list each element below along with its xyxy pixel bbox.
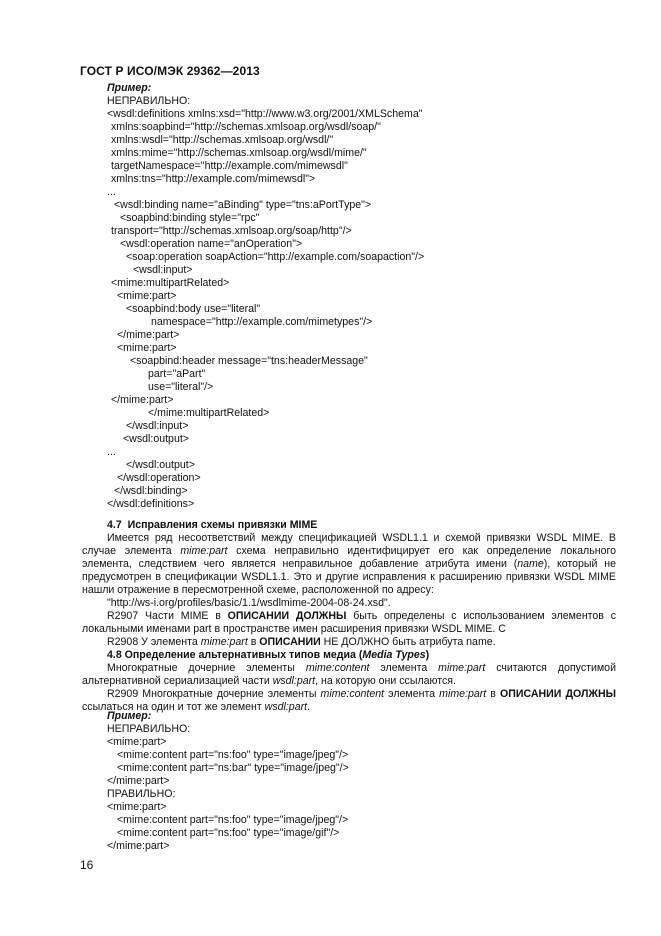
- example-label: Пример:: [107, 710, 152, 722]
- code-line: </wsdl:input>: [126, 420, 189, 432]
- code-line: <soapbind:binding style="rpc": [120, 212, 260, 224]
- page-number: 16: [80, 858, 94, 872]
- code-line: НЕПРАВИЛЬНО:: [107, 723, 191, 735]
- requirement-r2908: R2908 У элемента mime:part в ОПИСАНИИ НЕ ДОЛЖНО быть атрибута name.: [107, 636, 496, 648]
- paragraph-4-7: Имеется ряд несоответствий между спецификацией WSDL1.1 и схемой привязки WSDL MIME. В случае элемента mime:part схема неправильно идентифицирует его как определение локального элемента, следствием чего является неправильное добавление атрибута имени (name), который не предусмотрен в спецификации WSDL1.1. Это и другие исправления к расширению привязки WSDL MIME нашли отражение в пересмотренной схеме, расположенной по адресу:: [82, 532, 616, 596]
- code-line: <soapbind:header message="tns:headerMessage": [130, 355, 368, 367]
- code-line: <mime:content part="ns:foo" type="image/jpeg"/>: [117, 749, 349, 761]
- requirement-r2909: R2909 Многократные дочерние элементы mime:content элемента mime:part в ОПИСАНИИ ДОЛЖНЫ ссылаться на один и тот же элемент wsdl:part.: [82, 688, 617, 713]
- paragraph-4-8: Многократные дочерние элементы mime:content элемента mime:part считаются допустимой альтернативной сериализацией части wsdl:part, на которую они ссылаются.: [82, 662, 616, 687]
- code-line: <mime:part>: [107, 801, 167, 813]
- code-line: ПРАВИЛЬНО:: [107, 788, 176, 800]
- code-line: <mime:content part="ns:foo" type="image/jpeg"/>: [117, 814, 349, 826]
- code-line: use="literal"/>: [148, 381, 214, 393]
- code-line: <mime:part>: [117, 342, 177, 354]
- code-line: xmlns:tns="http://example.com/mimewsdl">: [111, 173, 316, 185]
- section-heading-4-8: 4.8 Определение альтернативных типов медиа (Media Types): [107, 649, 430, 661]
- code-line: <wsdl:operation name="anOperation">: [120, 238, 303, 250]
- code-line: </wsdl:binding>: [114, 485, 188, 497]
- example-label: Пример:: [107, 82, 152, 94]
- code-line: part="aPart": [148, 368, 206, 380]
- code-line: <wsdl:binding name="aBinding" type="tns:aPortType">: [114, 199, 372, 211]
- code-line: namespace="http://example.com/mimetypes"/>: [151, 316, 373, 328]
- code-line: НЕПРАВИЛЬНО:: [107, 95, 191, 107]
- code-line: </mime:part>: [117, 329, 180, 341]
- code-line: xmlns:soapbind="http://schemas.xmlsoap.org/wsdl/soap/": [111, 121, 381, 133]
- requirement-r2907: R2907 Части MIME в ОПИСАНИИ ДОЛЖНЫ быть определены с использованием элементов с локальными именами part в пространстве имен расширения привязки WSDL MIME. C: [82, 610, 617, 635]
- code-line: <mime:multipartRelated>: [111, 277, 230, 289]
- section-heading-4-7: 4.7 Исправления схемы привязки MIME: [107, 519, 318, 531]
- code-line: <soap:operation soapAction="http://example.com/soapaction"/>: [126, 251, 425, 263]
- code-line: ...: [107, 446, 116, 458]
- code-line: </mime:part>: [107, 775, 170, 787]
- code-line: </mime:multipartRelated>: [148, 407, 270, 419]
- code-line: xmlns:wsdl="http://schemas.xmlsoap.org/wsdl/": [111, 134, 334, 146]
- code-line: <mime:part>: [117, 290, 177, 302]
- code-line: <wsdl:output>: [123, 433, 189, 445]
- code-line: xmlns:mime="http://schemas.xmlsoap.org/wsdl/mime/": [111, 147, 367, 159]
- code-line: </wsdl:output>: [126, 459, 195, 471]
- code-line: targetNamespace="http://example.com/mimewsdl": [111, 160, 348, 172]
- code-line: <mime:content part="ns:bar" type="image/jpeg"/>: [117, 762, 349, 774]
- code-line: <wsdl:definitions xmlns:xsd="http://www.w3.org/2001/XMLSchema": [107, 108, 423, 120]
- code-line: </mime:part>: [107, 840, 170, 852]
- code-line: <mime:part>: [107, 736, 167, 748]
- document-header: ГОСТ Р ИСО/МЭК 29362—2013: [80, 64, 260, 78]
- schema-url: "http://ws-i.org/profiles/basic/1.1/wsdlmime-2004-08-24.xsd".: [107, 597, 391, 609]
- code-line: </mime:part>: [111, 394, 174, 406]
- code-line: ...: [107, 186, 116, 198]
- code-line: transport="http://schemas.xmlsoap.org/soap/http"/>: [111, 225, 352, 237]
- code-line: <mime:content part="ns:foo" type="image/gif"/>: [117, 827, 340, 839]
- code-line: </wsdl:operation>: [117, 472, 201, 484]
- code-line: <wsdl:input>: [133, 264, 193, 276]
- code-line: </wsdl:definitions>: [107, 498, 195, 510]
- code-line: <soapbind:body use="literal": [126, 303, 261, 315]
